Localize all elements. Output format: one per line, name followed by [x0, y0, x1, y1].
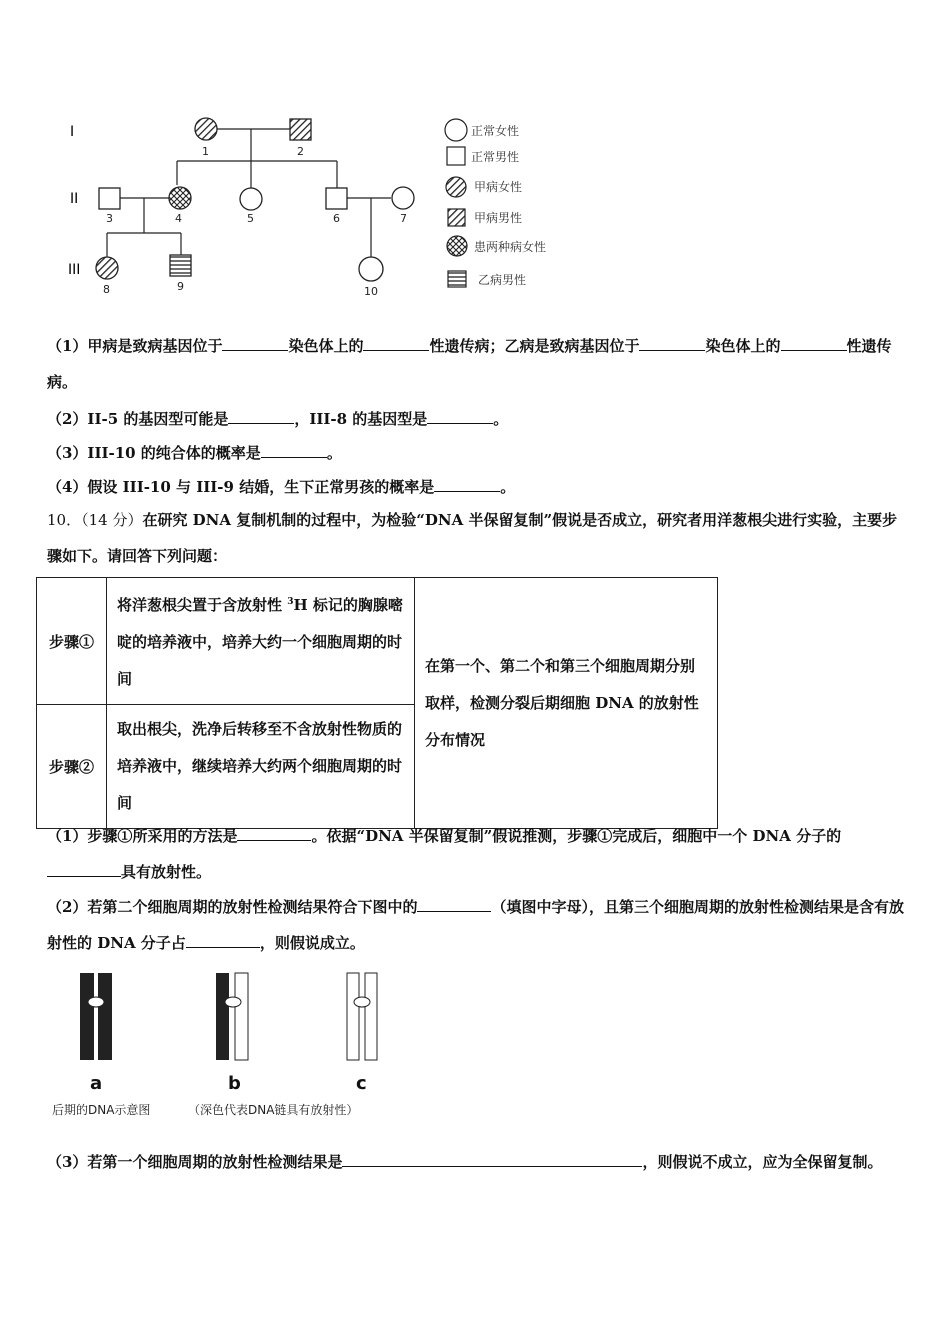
answer-blank[interactable] [639, 336, 705, 351]
q10-part3: （3）若第一个细胞周期的放射性检测结果是 ，则假说不成立，应为全保留复制。 [47, 1153, 883, 1171]
pedigree-legend [445, 119, 467, 287]
individual-number: 6 [333, 212, 340, 225]
generation-label: II [70, 191, 79, 207]
q9-part2: （2）II-5 的基因型可能是 ，III-8 的基因型是 。 [47, 410, 509, 428]
dna-a-strand-right [98, 973, 112, 1060]
individual-10-normal-female [359, 257, 383, 281]
step1-label: 步骤① [37, 578, 107, 705]
individual-1-disease-a-female [195, 118, 217, 140]
answer-blank[interactable] [47, 862, 121, 877]
individual-6-normal-male [326, 188, 347, 209]
individual-number: 7 [400, 212, 407, 225]
normal-female-icon [445, 119, 467, 141]
both-diseases-female-icon [447, 236, 467, 256]
dna-a-centromere [88, 997, 104, 1007]
step1-description: 将洋葱根尖置于含放射性 $^3$H 标记的胸腺嘧啶的培养液中，培养大约一个细胞周期的时间 [107, 578, 415, 705]
step2-description: 取出根尖，洗净后转移至不含放射性物质的培养液中，继续培养大约两个细胞周期的时间 [107, 705, 415, 829]
individual-number: 10 [364, 285, 378, 298]
individual-number: 3 [106, 212, 113, 225]
individual-number: 8 [103, 283, 110, 296]
dna-c-centromere [354, 997, 370, 1007]
answer-blank[interactable] [434, 477, 500, 492]
individual-9-disease-b-male [170, 255, 191, 276]
q10-intro: 10．（14 分）在研究 DNA 复制机制的过程中，为检验“DNA 半保留复制”假说是否成立，研究者用洋葱根尖进行实验，主要步骤如下。请回答下列问题： [47, 511, 898, 565]
step-result: 在第一个、第二个和第三个细胞周期分别取样，检测分裂后期细胞 DNA 的放射性分布情况 [415, 578, 718, 829]
figure-label-b: b [228, 1073, 241, 1094]
steps-table [36, 577, 718, 829]
q9-part4: （4）假设 III-10 与 III-9 结婚，生下正常男孩的概率是 。 [47, 478, 516, 496]
individual-5-normal-female [240, 188, 262, 210]
individual-number: 4 [175, 212, 182, 225]
figure-caption-note: （深色代表DNA链具有放射性） [188, 1103, 359, 1117]
answer-blank[interactable] [427, 409, 493, 424]
individual-4-both-diseases-female [169, 187, 191, 209]
figure-label-c: c [356, 1073, 367, 1094]
dna-c-strand-right [365, 973, 377, 1060]
answer-blank[interactable] [222, 336, 288, 351]
q10-part1: （1）步骤①所采用的方法是 。依据“DNA 半保留复制”假说推测，步骤①完成后，细胞中一个 DNA 分子的具有放射性。 [47, 827, 842, 881]
answer-blank[interactable] [186, 933, 260, 948]
dna-b-centromere [225, 997, 241, 1007]
figure-label-a: a [90, 1073, 103, 1094]
answer-blank[interactable] [781, 336, 847, 351]
answer-blank[interactable] [261, 443, 327, 458]
dna-a-strand-left [80, 973, 94, 1060]
dna-b-strand-right [235, 973, 248, 1060]
individual-2-disease-a-male [290, 119, 311, 140]
figure-caption: 后期的DNA示意图 [52, 1103, 151, 1117]
individual-3-normal-male [99, 188, 120, 209]
generation-label: III [68, 262, 81, 278]
disease-b-male-icon [448, 271, 466, 287]
individual-8-disease-a-female [96, 257, 118, 279]
legend-label: 正常男性 [471, 150, 520, 164]
answer-blank[interactable] [417, 897, 491, 912]
dna-b-strand-left [216, 973, 229, 1060]
disease-a-female-icon [446, 177, 466, 197]
answer-blank[interactable] [228, 409, 294, 424]
answer-blank[interactable] [237, 826, 311, 841]
individual-number: 1 [202, 145, 209, 158]
pedigree-figure [0, 100, 950, 310]
q10-part2: （2）若第二个细胞周期的放射性检测结果符合下图中的 （填图中字母），且第三个细胞周期的放射性检测结果是含有放射性的 DNA 分子占 ，则假说成立。 [47, 898, 904, 952]
legend-label: 甲病女性 [474, 180, 523, 194]
generation-label: I [70, 124, 75, 140]
individual-number: 5 [247, 212, 254, 225]
q9-part1: （1）甲病是致病基因位于 染色体上的 性遗传病；乙病是致病基因位于 染色体上的 性遗传病。 [47, 337, 892, 391]
dna-figure [40, 965, 440, 1125]
individual-7-normal-female [392, 187, 414, 209]
q9-part3: （3）III-10 的纯合体的概率是 。 [47, 444, 342, 462]
disease-a-male-icon [448, 209, 465, 226]
legend-label: 正常女性 [471, 124, 520, 138]
answer-blank[interactable] [342, 1152, 642, 1167]
step2-label: 步骤② [37, 705, 107, 829]
dna-c-strand-left [347, 973, 359, 1060]
legend-label: 甲病男性 [474, 211, 523, 225]
answer-blank[interactable] [363, 336, 429, 351]
individual-number: 2 [297, 145, 304, 158]
individual-number: 9 [177, 280, 184, 293]
legend-label: 乙病男性 [478, 273, 527, 287]
legend-label: 患两种病女性 [474, 240, 547, 254]
normal-male-icon [447, 147, 465, 165]
